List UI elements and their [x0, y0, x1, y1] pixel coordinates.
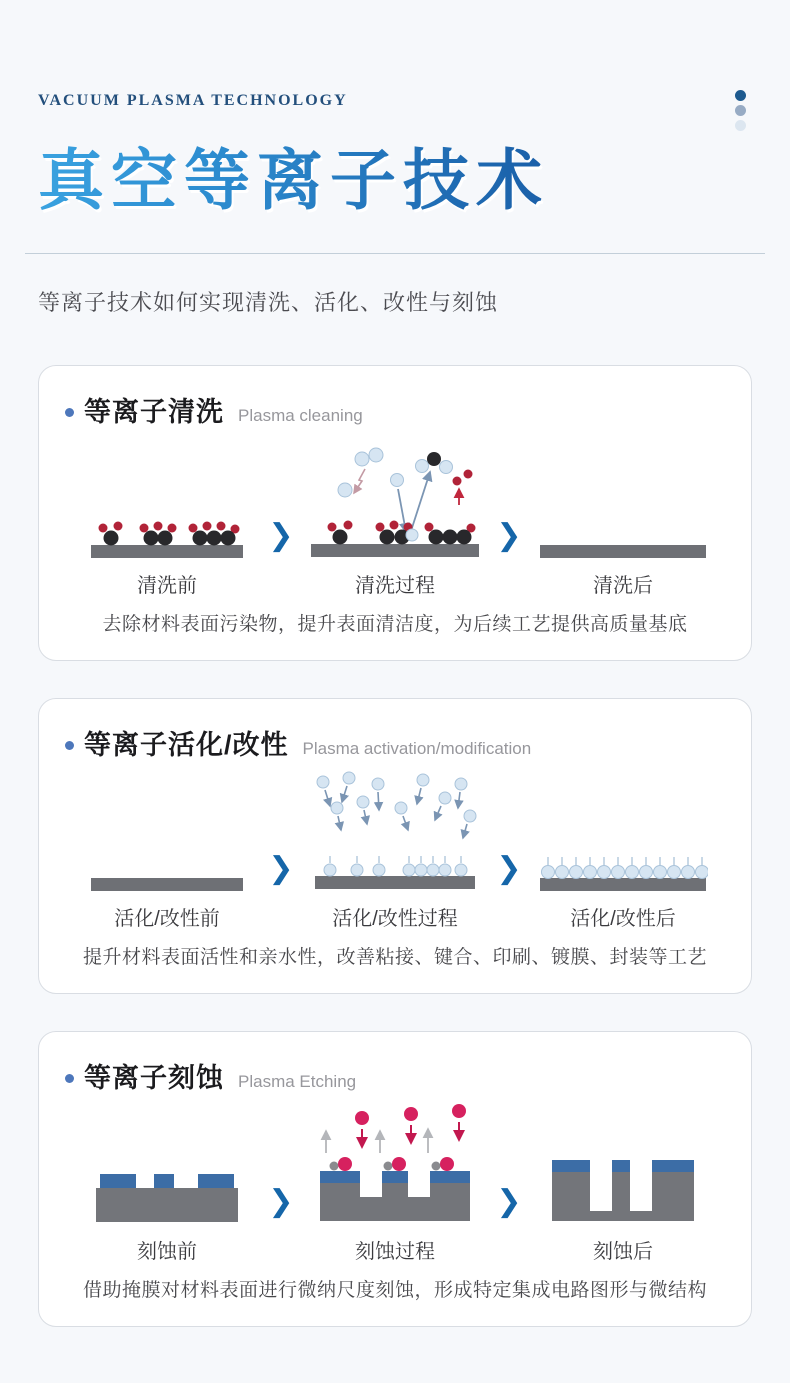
- card-title: 等离子活化/改性: [84, 729, 289, 760]
- stage-before: [68, 1097, 266, 1265]
- card-description: 去除材料表面污染物，提升表面清洁度，为后续工艺提供高质量基底: [102, 613, 688, 635]
- stage-label: 清洗后: [593, 574, 653, 597]
- stage-after: [524, 1097, 722, 1265]
- stage-after: [524, 764, 722, 932]
- page-subtitle: 等离子技术如何实现清洗、活化、改性与刻蚀: [38, 289, 499, 315]
- stage-before: [68, 431, 266, 599]
- activation-process-diagram: [305, 768, 485, 892]
- stage-process: [296, 1097, 494, 1265]
- chevron-right-icon: ❯: [496, 517, 522, 553]
- header: [38, 90, 752, 131]
- chevron-right-icon: ❯: [496, 850, 522, 886]
- chevron-right-icon: ❯: [268, 517, 294, 553]
- card-description: 借助掩膜对材料表面进行微纳尺度刻蚀，形成特定集成电路图形与微结构: [82, 1279, 707, 1301]
- etching-before-diagram: [92, 1163, 242, 1225]
- card-list: [38, 365, 752, 1327]
- card-title: 等离子清洗: [84, 396, 224, 427]
- stage-label: 活化/改性过程: [332, 907, 458, 930]
- stage-before: [68, 764, 266, 932]
- card-header: [65, 390, 725, 429]
- activation-after-diagram: [538, 834, 708, 892]
- card-plasma-cleaning: [38, 365, 752, 661]
- cleaning-after-diagram: [538, 507, 708, 559]
- card-subtitle-en: Plasma activation/modification: [302, 738, 532, 758]
- header-divider: [25, 253, 765, 254]
- chevron-right-icon: ❯: [496, 1183, 522, 1219]
- card-header: [65, 723, 725, 762]
- cleaning-before-diagram: [87, 507, 247, 559]
- etching-after-diagram: [548, 1151, 698, 1225]
- card-title: 等离子刻蚀: [84, 1062, 224, 1093]
- cleaning-process-diagram: [305, 447, 485, 559]
- card-header: [65, 1056, 725, 1095]
- activation-before-diagram: [87, 840, 247, 892]
- stage-process: [296, 764, 494, 932]
- stage-process: [296, 431, 494, 599]
- stage-row: [65, 1097, 725, 1265]
- stage-label: 活化/改性前: [114, 907, 220, 930]
- card-plasma-activation: [38, 698, 752, 994]
- stage-label: 刻蚀后: [593, 1240, 653, 1263]
- page-title: 真空等离子技术: [38, 145, 549, 218]
- card-description: 提升材料表面活性和亲水性，改善粘接、键合、印刷、镀膜、封装等工艺: [82, 946, 707, 968]
- stage-label: 清洗前: [137, 574, 197, 597]
- stage-label: 刻蚀过程: [355, 1240, 435, 1263]
- stage-label: 清洗过程: [355, 574, 435, 597]
- bullet-dot-icon: [65, 741, 74, 750]
- chevron-right-icon: ❯: [268, 850, 294, 886]
- stage-row: [65, 431, 725, 599]
- stage-row: [65, 764, 725, 932]
- stage-label: 刻蚀前: [137, 1240, 197, 1263]
- card-plasma-etching: [38, 1031, 752, 1327]
- etching-process-diagram: [310, 1103, 480, 1225]
- bullet-dot-icon: [65, 408, 74, 417]
- card-subtitle-en: Plasma Etching: [238, 1071, 357, 1091]
- decorative-dots-icon: [735, 90, 746, 131]
- stage-label: 活化/改性后: [570, 907, 676, 930]
- bullet-dot-icon: [65, 1074, 74, 1083]
- chevron-right-icon: ❯: [268, 1183, 294, 1219]
- eyebrow-text: VACUUM PLASMA TECHNOLOGY: [38, 92, 348, 109]
- card-subtitle-en: Plasma cleaning: [238, 405, 363, 425]
- stage-after: [524, 431, 722, 599]
